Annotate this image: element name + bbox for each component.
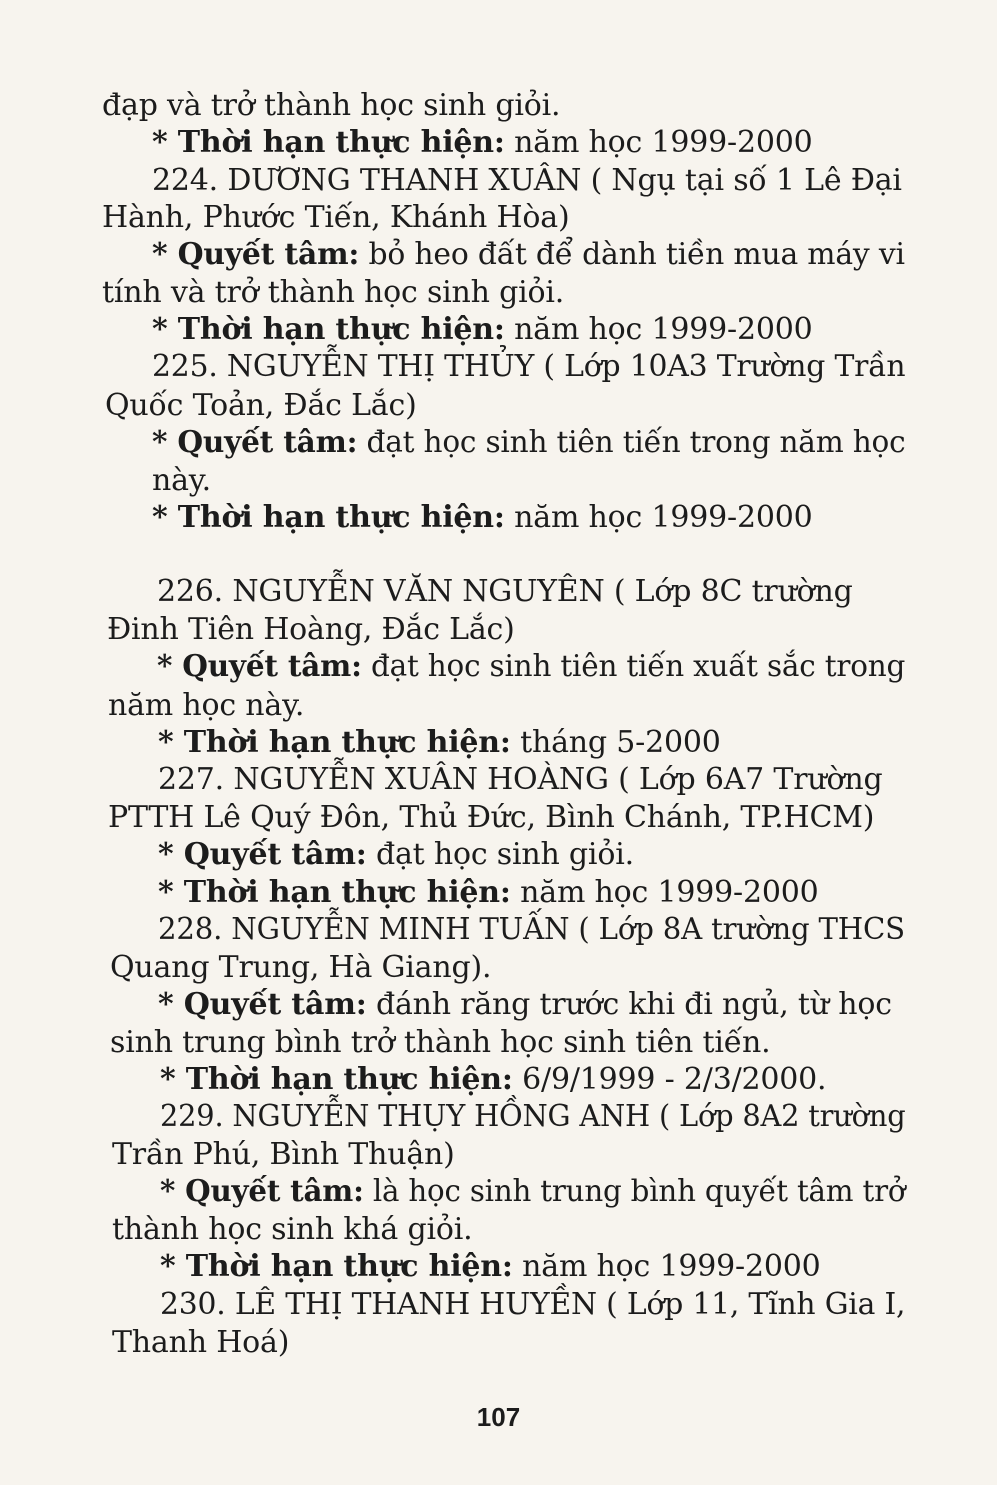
text-line: sinh trung bình trở thành học sinh tiên tiến. xyxy=(110,1025,771,1060)
entry-heading: 227. NGUYỄN XUÂN HOÀNG ( Lớp 6A7 Trường xyxy=(158,762,883,797)
text-line: * Quyết tâm: đạt học sinh tiên tiến trong năm học xyxy=(152,425,906,460)
text-line: * Thời hạn thực hiện: 6/9/1999 - 2/3/2000. xyxy=(160,1062,827,1097)
text-line: Trần Phú, Bình Thuận) xyxy=(112,1137,455,1172)
text-line: * Quyết tâm: đạt học sinh tiên tiến xuất sắc trong xyxy=(157,649,906,684)
text-line: này. xyxy=(152,463,211,498)
text-line: Đinh Tiên Hoàng, Đắc Lắc) xyxy=(107,612,515,647)
text-line: * Quyết tâm: đánh răng trước khi đi ngủ, từ học xyxy=(158,987,892,1022)
text-line: * Thời hạn thực hiện: năm học 1999-2000 xyxy=(152,312,813,347)
entry-heading: 225. NGUYỄN THỊ THỦY ( Lớp 10A3 Trường Trần xyxy=(152,349,906,384)
entry-heading: 228. NGUYỄN MINH TUẤN ( Lớp 8A trường THCS xyxy=(158,912,905,947)
text-line: * Thời hạn thực hiện: năm học 1999-2000 xyxy=(152,125,813,160)
text-line: Hành, Phước Tiến, Khánh Hòa) xyxy=(102,200,570,235)
text-line: * Quyết tâm: bỏ heo đất để dành tiền mua máy vi xyxy=(152,237,905,272)
text-line: Quốc Toản, Đắc Lắc) xyxy=(105,388,417,423)
text-line: * Thời hạn thực hiện: năm học 1999-2000 xyxy=(160,1249,821,1284)
entry-heading: 224. DƯƠNG THANH XUÂN ( Ngụ tại số 1 Lê Đại xyxy=(152,163,902,198)
text-line: tính và trở thành học sinh giỏi. xyxy=(102,275,565,310)
text-line: * Thời hạn thực hiện: năm học 1999-2000 xyxy=(152,500,813,535)
entry-heading: 226. NGUYỄN VĂN NGUYÊN ( Lớp 8C trường xyxy=(157,574,853,609)
text-line: * Thời hạn thực hiện: tháng 5-2000 xyxy=(158,725,721,760)
page-number: 107 xyxy=(476,1402,521,1432)
entry-heading: 230. LÊ THỊ THANH HUYỀN ( Lớp 11, Tĩnh Gia I, xyxy=(160,1287,906,1322)
text-line: * Quyết tâm: là học sinh trung bình quyết tâm trở xyxy=(160,1174,906,1209)
text-line: Quang Trung, Hà Giang). xyxy=(110,950,492,985)
text-line: * Thời hạn thực hiện: năm học 1999-2000 xyxy=(158,875,819,910)
text-line: thành học sinh khá giỏi. xyxy=(112,1212,473,1247)
text-line: Thanh Hoá) xyxy=(112,1325,290,1360)
text-line: * Quyết tâm: đạt học sinh giỏi. xyxy=(158,837,634,872)
text-line: năm học này. xyxy=(108,688,305,723)
entry-heading: 229. NGUYỄN THỤY HỒNG ANH ( Lớp 8A2 trường xyxy=(160,1099,906,1134)
text-line: đạp và trở thành học sinh giỏi. xyxy=(102,88,561,123)
text-line: PTTH Lê Quý Đôn, Thủ Đức, Bình Chánh, TP.HCM) xyxy=(108,800,875,835)
